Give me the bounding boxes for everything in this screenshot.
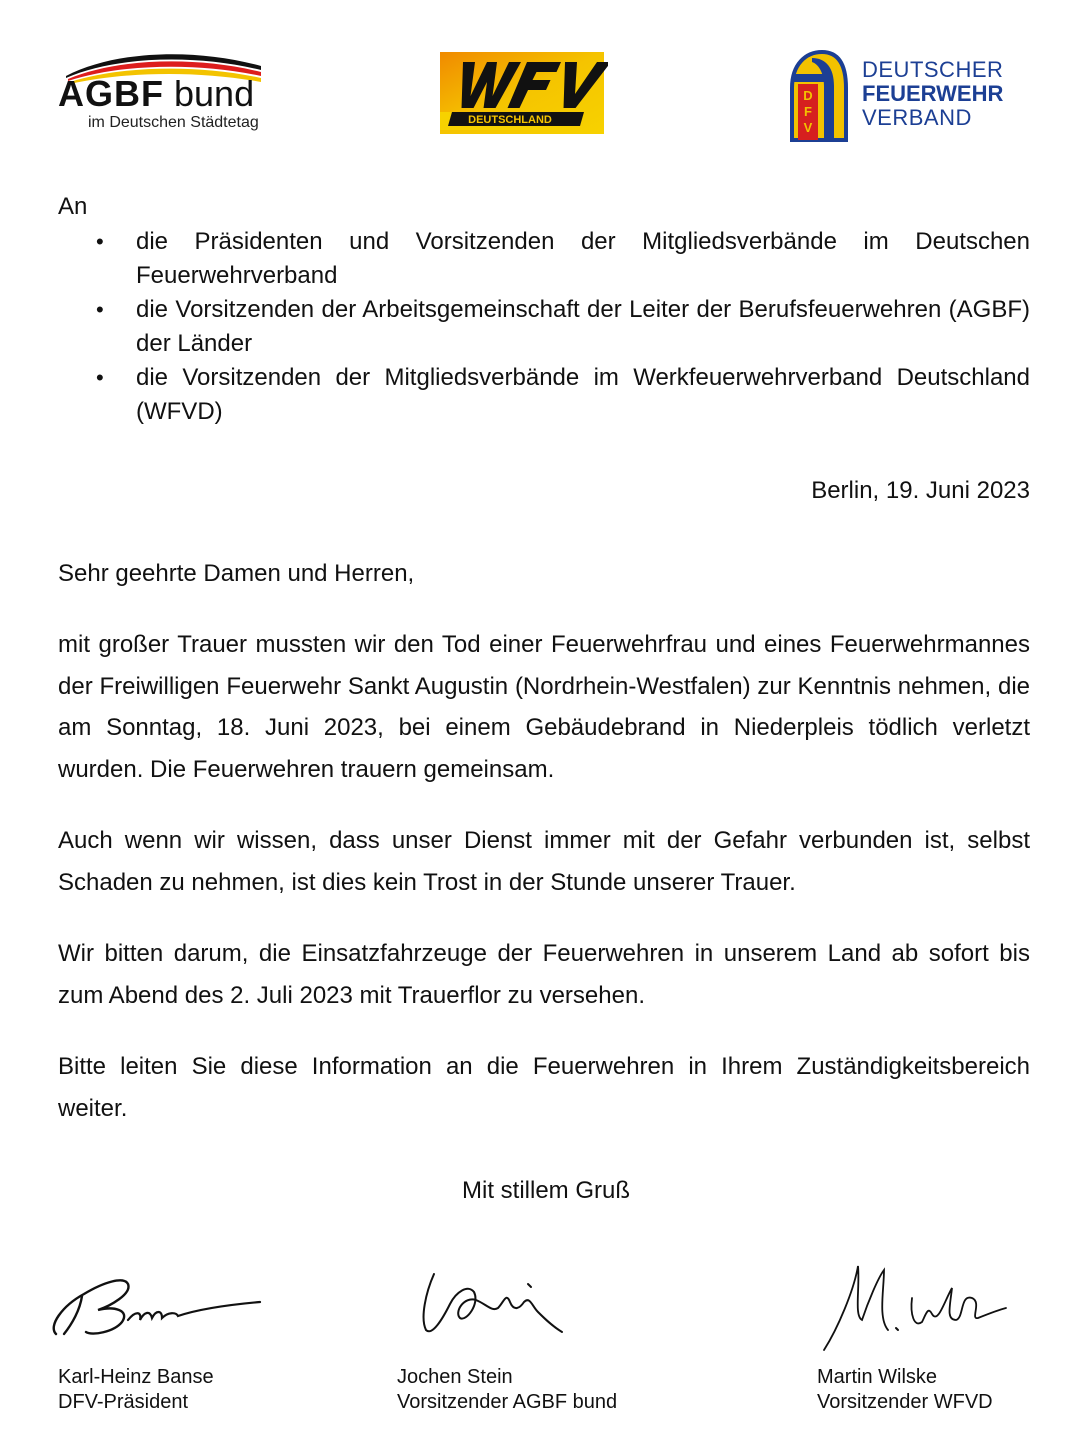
body-paragraph: Auch wenn wir wissen, dass unser Dienst immer mit der Gefahr verbunden ist, selbst Schaden zu nehmen, ist dies kein Trost in der Stunde unserer Trauer. [58,827,1030,896]
body-paragraph: mit großer Trauer mussten wir den Tod einer Feuerwehrfrau und eines Feuerwehrmannes der Freiwilligen Feuerwehr Sankt Augustin (Nordrhein-Westfalen) zur Kenntnis nehmen, die am Sonntag, 18. Juni 2023, bei einem Gebäudebrand in Niederpleis tödlich verletzt wurden. Die Feuerwehren trauern gemeinsam. [58,631,1030,783]
dfv-wordmark-line1: DEUTSCHER [862,57,1004,82]
signer-role: DFV-Präsident [58,1391,189,1413]
svg-text:D: D [803,88,813,103]
agbf-bund-logo [56,46,271,138]
agbf-wordmark: AGBF bund [58,73,255,114]
dfv-wordmark-line2: FEUERWEHR [862,81,1004,106]
signer-role: Vorsitzender WFVD [817,1391,993,1413]
wfv-logo [438,50,608,140]
dfv-logo [784,48,1034,144]
wfv-subtitle: DEUTSCHLAND [468,114,552,126]
recipient-item: • die Vorsitzenden der Mitgliedsverbände im Werkfeuerwehrverband Deutschland (WFVD) [58,361,1030,429]
recipients-list [58,225,1030,429]
body-paragraph: Wir bitten darum, die Einsatzfahrzeuge der Feuerwehren in unserem Land ab sofort bis zum Abend des 2. Juli 2023 mit Trauerflor zu versehen. [58,940,1030,1009]
signer-name: Martin Wilske [817,1366,938,1388]
body-paragraph: Bitte leiten Sie diese Information an die Feuerwehren in Ihrem Zuständigkeitsbereich weiter. [58,1053,1030,1122]
signer-block [397,1365,617,1415]
recipients-label: An [58,193,88,220]
recipient-item: • die Präsidenten und Vorsitzenden der Mitgliedsverbände im Deutschen Feuerwehrverband [58,225,1030,293]
signer-role: Vorsitzender AGBF bund [397,1391,618,1413]
closing-phrase: Mit stillem Gruß [462,1177,630,1204]
signature-stein-icon [412,1262,572,1344]
wfv-emblem-icon [438,50,608,140]
svg-text:V: V [803,120,813,135]
dfv-helmet-emblem-icon [784,48,852,144]
agbf-subtitle: im Deutschen Städtetag [88,114,259,131]
signer-name: Jochen Stein [397,1366,513,1388]
signature-wilske-icon [814,1258,1010,1354]
signer-name: Karl-Heinz Banse [58,1366,214,1388]
letter-date: Berlin, 19. Juni 2023 [811,477,1030,504]
signer-block [58,1365,214,1415]
signature-banse-icon [44,1266,264,1346]
svg-text:F: F [804,104,812,119]
recipient-item: • die Vorsitzenden der Arbeitsgemeinschaft der Leiter der Berufsfeuerwehren (AGBF) der Länder [58,293,1030,361]
salutation: Sehr geehrte Damen und Herren, [58,560,415,587]
dfv-wordmark-line3: VERBAND [862,105,972,130]
signer-block [817,1365,993,1415]
